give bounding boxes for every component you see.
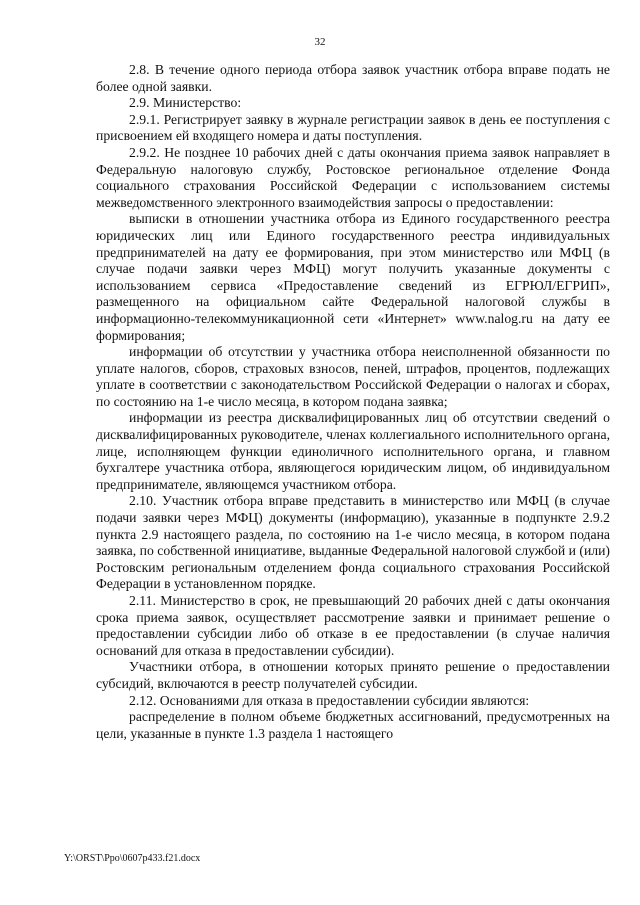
paragraph-2-9-1: 2.9.1. Регистрирует заявку в журнале регистрации заявок в день ее поступления с присвоением ей входящего номера и даты поступления. <box>96 111 610 144</box>
paragraph-tax-info: информации об отсутствии у участника отбора неисполненной обязанности по уплате налогов, сборов, страховых взносов, пеней, штрафов, процентов, подлежащих уплате в соответствии с законодательством Российской Федерации о налогах и сборах, по состоянию на 1-е число месяца, в котором подана заявка; <box>96 344 610 409</box>
page-number: 32 <box>314 36 326 48</box>
document-body <box>96 62 610 742</box>
paragraph-2-9-2: 2.9.2. Не позднее 10 рабочих дней с даты окончания приема заявок направляет в Федеральную налоговую службу, Ростовское региональное отделение Фонда социального страхования Российской Федерации с использованием системы межведомственного электронного взаимодействия запросы о предоставлении: <box>96 144 610 210</box>
paragraph-egrul-extract: выписки в отношении участника отбора из Единого государственного реестра юридических лиц или Единого государственного реестра индивидуальных предпринимателей на дату ее формирования, при этом министерство или МФЦ (в случае подачи заявки через МФЦ) могут получить указанные документы с использованием сервиса «Предоставление сведений из ЕГРЮЛ/ЕГРИП», размещенного на официальном сайте Федеральной налоговой службы в информационно-телекоммуникационной сети «Интернет» www.nalog.ru на дату ее формирования; <box>96 211 610 343</box>
paragraph-2-9: 2.9. Министерство: <box>129 95 242 111</box>
paragraph-2-12: 2.12. Основаниями для отказа в предоставлении субсидии являются: <box>129 692 530 708</box>
paragraph-2-11: 2.11. Министерство в срок, не превышающий 20 рабочих дней с даты окончания срока приема заявок, осуществляет рассмотрение заявки и принимает решение о предоставлении субсидии либо об отказе в ее предоставлении (в случае наличия оснований для отказа в предоставлении субсидии). <box>96 593 610 658</box>
footer-file-path: Y:\ORST\Ppo\0607p433.f21.docx <box>64 853 201 864</box>
paragraph-recipients-registry: Участники отбора, в отношении которых принято решение о предоставлении субсидий, включаются в реестр получателей субсидии. <box>96 659 610 691</box>
paragraph-2-8: 2.8. В течение одного периода отбора заявок участник отбора вправе подать не более одной заявки. <box>96 62 610 94</box>
paragraph-2-10: 2.10. Участник отбора вправе представить в министерство или МФЦ (в случае подачи заявки через МФЦ) документы (информацию), указанные в подпункте 2.9.2 пункта 2.9 настоящего раздела, по состоянию на 1-е число месяца, в котором подана заявка, по собственной инициативе, выданные Федеральной налоговой службой и (или) Ростовским региональным отделением фонда социального страхования Российской Федерации в установленном порядке. <box>96 493 610 592</box>
paragraph-disqualified-registry: информации из реестра дисквалифицированных лиц об отсутствии сведений о дисквалифицированных руководителе, членах коллегиального исполнительного органа, лице, исполняющем функции единоличного исполнительного органа, и главном бухгалтере участника отбора, являющегося юридическим лицом, об индивидуальном предпринимателе, являющемся участником отбора. <box>96 410 610 492</box>
paragraph-budget-allocation: распределение в полном объеме бюджетных ассигнований, предусмотренных на цели, указанные в пункте 1.3 раздела 1 настоящего <box>96 709 610 741</box>
